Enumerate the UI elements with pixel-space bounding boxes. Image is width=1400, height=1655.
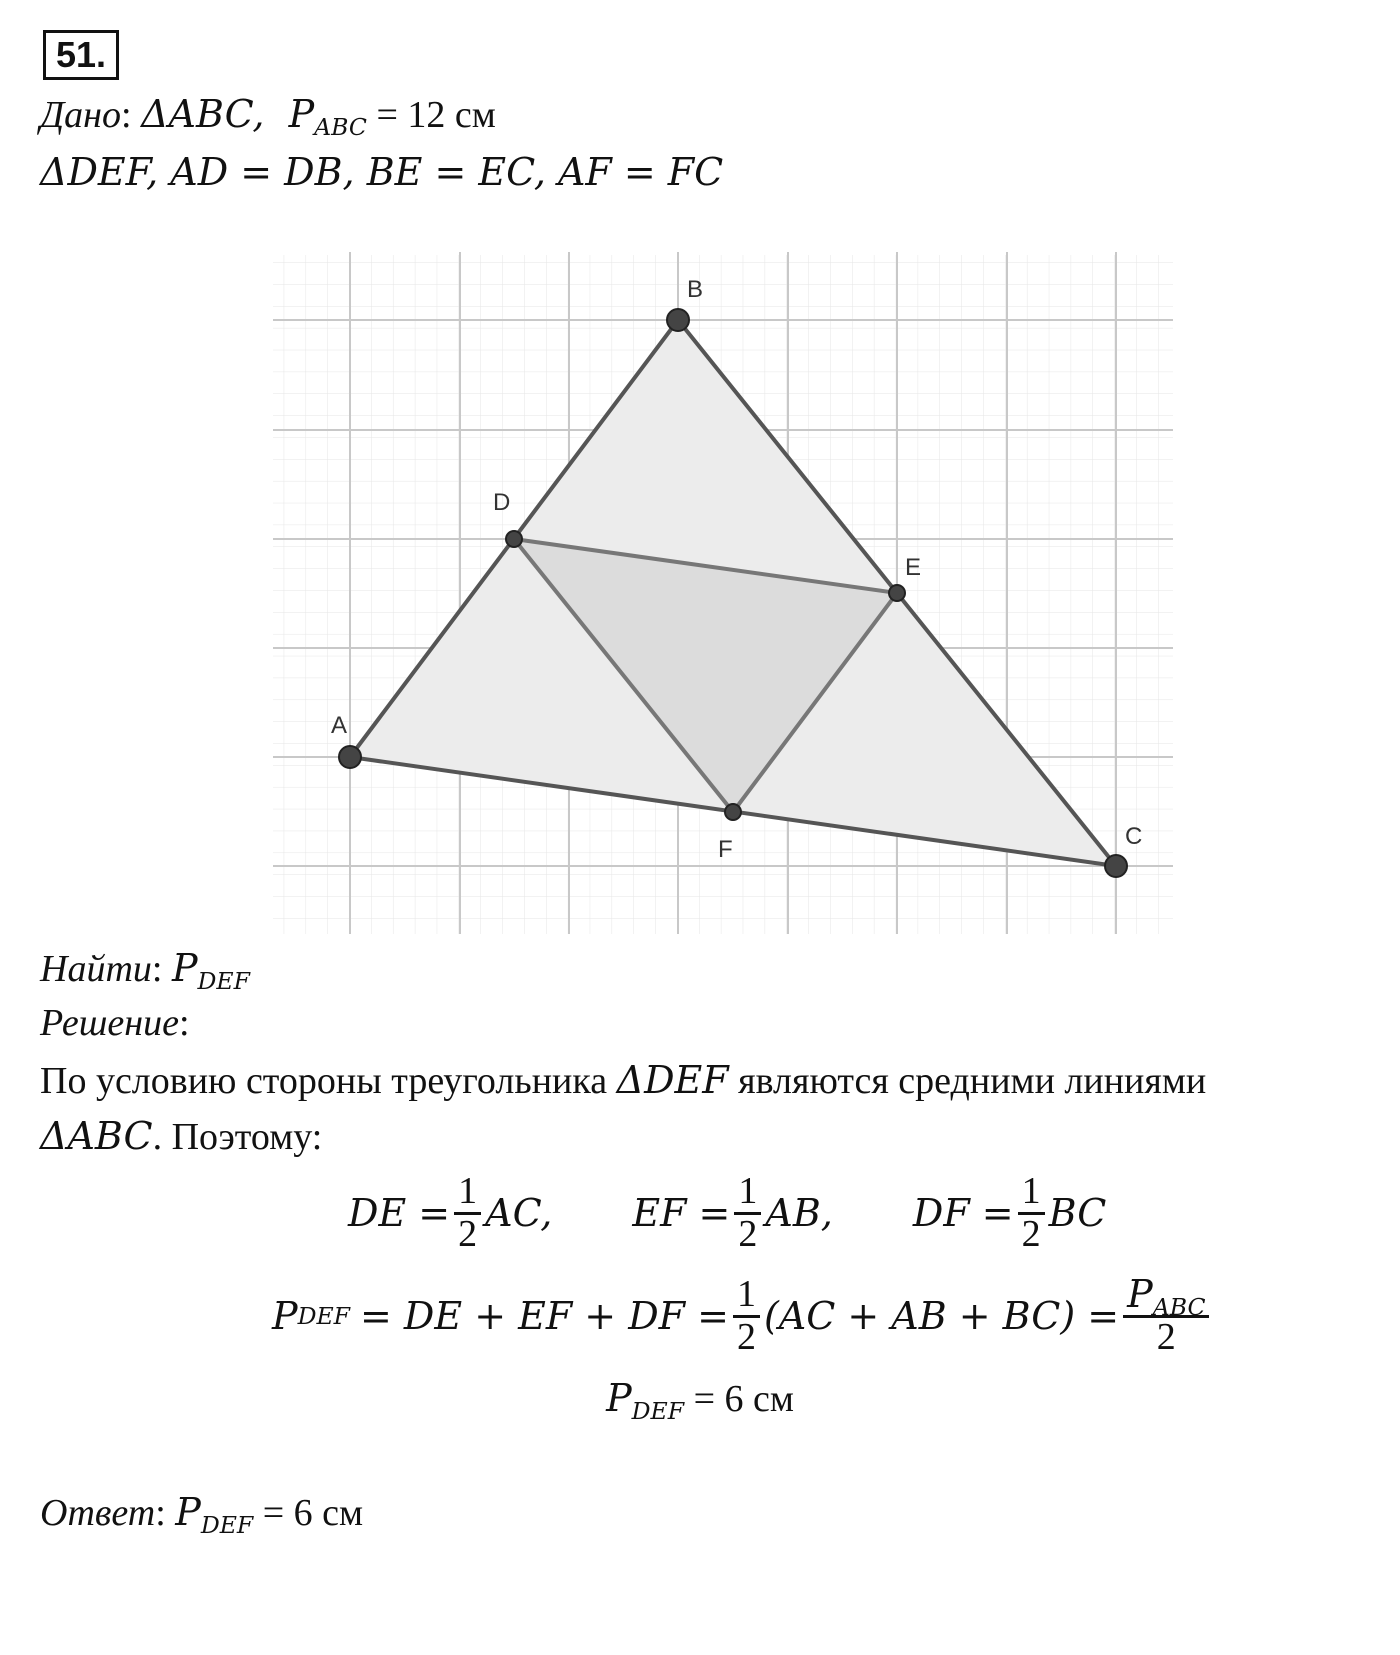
- answer-p: P: [175, 1490, 201, 1534]
- eq3-rhs: BC: [1048, 1191, 1107, 1236]
- answer-line: Ответ: $P_{DEF} = 6$ см: [40, 1490, 364, 1540]
- point-e: [889, 585, 905, 601]
- solution-text-line-2: [40, 1114, 322, 1159]
- find-line: Найти: $P_{DEF}$: [40, 946, 250, 996]
- eq4-perimeter-fraction: [1123, 1272, 1209, 1358]
- solution-heading: Решение:: [40, 1002, 190, 1044]
- solution-text-3: . Поэтому:: [152, 1116, 323, 1158]
- point-b: [667, 309, 689, 331]
- label-f: F: [718, 836, 733, 863]
- eq3-fraction: [1018, 1172, 1045, 1255]
- solution-text-line-1: [40, 1058, 1206, 1103]
- point-c: [1105, 855, 1127, 877]
- eq2-rhs: AB,: [765, 1191, 833, 1236]
- solution-label: Решение: [40, 1002, 179, 1044]
- eq2-lhs: EF =: [632, 1191, 731, 1236]
- point-a: [339, 746, 361, 768]
- label-a: A: [331, 712, 348, 739]
- result-line: [0, 1376, 1400, 1426]
- eq3-lhs: DF =: [912, 1191, 1014, 1236]
- label-b: B: [687, 276, 704, 303]
- eq3-num: 1: [1021, 1170, 1041, 1212]
- eq5-sub: DEF: [631, 1397, 685, 1426]
- perimeter-equation: P DEF = DE + EF + DF = $\frac{1}{2}$ (AC + AB + BC) = $\frac{P_{ABC}}{2}$: [272, 1275, 1213, 1358]
- label-c: C: [1125, 823, 1143, 850]
- given-line-1: Дано: ΔABC, $P_{ABC} = 12$ см: [40, 92, 496, 142]
- eq5-p: P: [606, 1376, 632, 1420]
- given-perimeter-value: = 12 см: [376, 94, 496, 136]
- eq3-den: 2: [1018, 1212, 1045, 1255]
- eq5-rhs: = 6 см: [693, 1378, 794, 1420]
- eq1-fraction: [454, 1172, 481, 1255]
- given-perimeter-symbol: P: [288, 92, 315, 136]
- eq1-den: 2: [454, 1212, 481, 1255]
- solution-tri-abc: ΔABC: [40, 1114, 153, 1158]
- given-perimeter-sub: ABC: [314, 113, 367, 142]
- label-d: D: [493, 489, 511, 516]
- given-label: Дано: [40, 94, 122, 136]
- eq4-den: 2: [733, 1315, 760, 1358]
- eq1-rhs: AC,: [485, 1191, 553, 1236]
- answer-label: Ответ: [40, 1492, 156, 1534]
- solution-text-2: являются средними линиями: [738, 1060, 1207, 1102]
- eq4-paren: (AC + AB + BC) =: [763, 1294, 1120, 1339]
- problem-number: 51.: [43, 30, 119, 80]
- answer-sub: DEF: [200, 1511, 254, 1540]
- find-sub: DEF: [197, 967, 250, 996]
- find-label: Найти: [40, 948, 152, 990]
- eq4-num: 1: [736, 1273, 756, 1315]
- point-d: [506, 531, 522, 547]
- eq2-den: 2: [734, 1212, 761, 1255]
- eq1-num: 1: [458, 1170, 478, 1212]
- eq4-p: P: [272, 1294, 298, 1339]
- eq4-frac-den: 2: [1123, 1315, 1209, 1358]
- answer-rhs: = 6 см: [262, 1492, 364, 1534]
- given-triangle: ΔABC: [141, 92, 253, 136]
- solution-text-1: По условию стороны треугольника: [40, 1060, 608, 1102]
- triangle-figure: [270, 250, 1175, 940]
- eq1-lhs: DE =: [348, 1191, 451, 1236]
- eq4-frac-p: P: [1127, 1272, 1153, 1316]
- midline-equations: [348, 1172, 1106, 1255]
- find-symbol: P: [171, 946, 198, 990]
- given-line-2: ΔDEF, AD = DB, BE = EC, AF = FC: [40, 150, 724, 194]
- label-e: E: [905, 554, 922, 581]
- solution-tri-def: ΔDEF: [616, 1058, 729, 1102]
- point-f: [725, 804, 741, 820]
- eq2-num: 1: [738, 1170, 758, 1212]
- eq2-fraction: [734, 1172, 761, 1255]
- eq4-frac-sub: ABC: [1152, 1293, 1206, 1322]
- eq4-half: [733, 1275, 760, 1358]
- eq4-mid: = DE + EF + DF =: [359, 1294, 729, 1339]
